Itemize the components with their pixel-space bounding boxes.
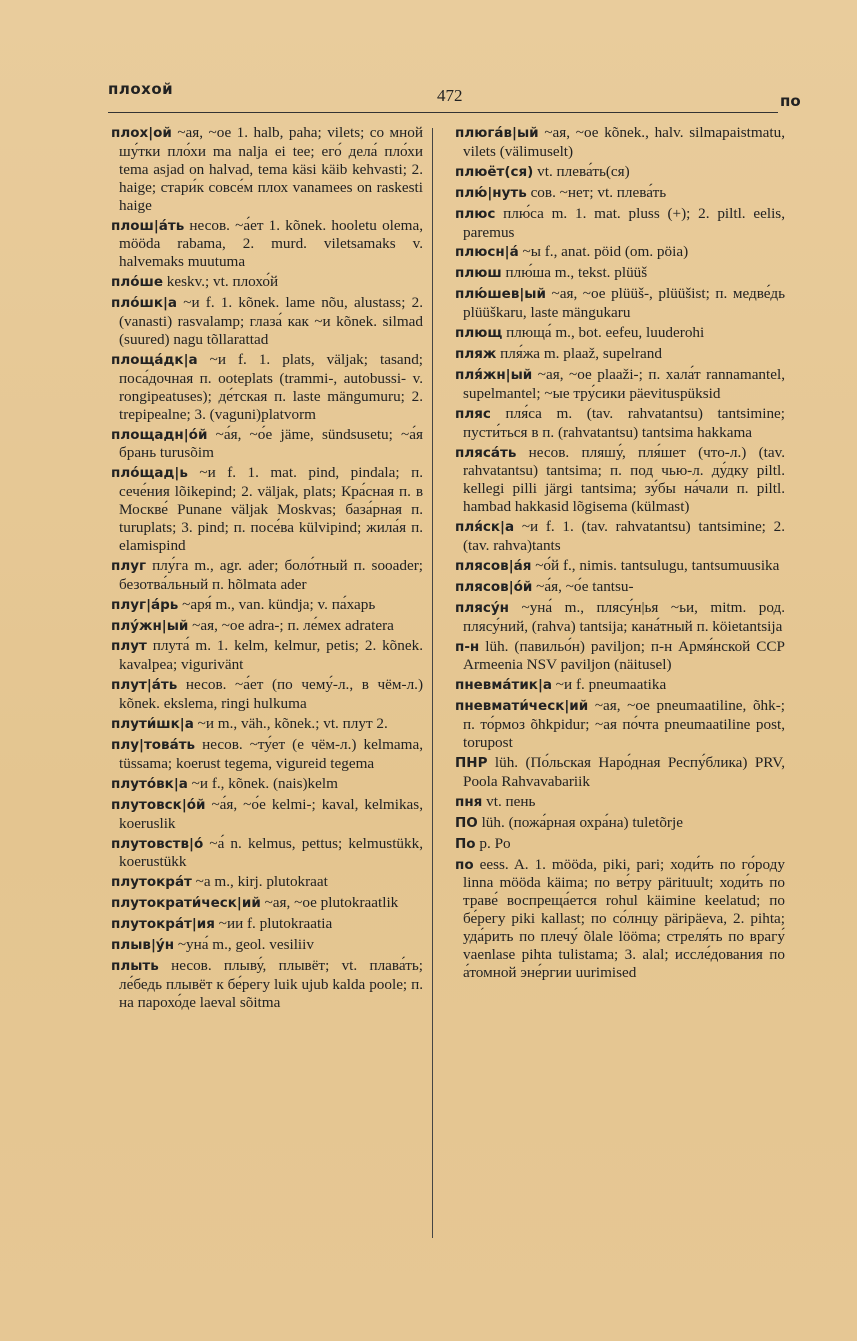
dictionary-entry [111, 736, 423, 773]
dictionary-entry [455, 518, 785, 555]
entry-text: ~и f. 1. (tav. rahvatantsu) tantsimine; 2. (tav. rahva)tants [463, 518, 785, 555]
entry-headword: ПО [455, 814, 478, 831]
entry-headword: пля́ск|а [455, 519, 515, 536]
dictionary-entry [111, 957, 423, 1012]
entry-text: ~а́ n. kelmus, pettus; kelmustükk, koerustükk [119, 834, 424, 871]
entry-headword: плю́|нуть [455, 184, 527, 201]
entry-text: несов. ~а́ет (по чему́-л., в чём-л.) kõnek. ekslema, ringi hulkuma [119, 676, 423, 713]
entry-headword: п-н [455, 638, 480, 655]
dictionary-entry [455, 264, 785, 283]
entry-text: ~ая, ~ое pneumaatiline, õhk-; п. то́рмоз õhkpidur; ~ая по́чта pneumaatiline post, torupost [463, 697, 785, 752]
dictionary-entry [455, 243, 785, 262]
dictionary-entry [455, 793, 785, 812]
entry-text: несов. ~а́ет 1. kõnek. hooletu olema, mööda rabama, 2. murd. viletsamaks v. halvemaks muutuma [119, 216, 423, 271]
dictionary-entry [111, 617, 423, 636]
dictionary-entry [111, 426, 423, 463]
dictionary-entry [111, 217, 423, 272]
entry-text: ~и f. pneumaatika [555, 676, 667, 694]
dictionary-entry [455, 124, 785, 161]
entry-text: lüh. (По́льская Наро́дная Респу́блика) PRV, Poola Rahvavabariik [463, 754, 785, 790]
entry-headword: плут [111, 638, 147, 655]
entry-headword: плош|а́ть [111, 217, 185, 234]
entry-text: р. Po [479, 834, 511, 852]
dictionary-entry [111, 915, 423, 934]
entry-headword: плуг [111, 557, 147, 574]
entry-headword: пло́шк|а [111, 295, 178, 312]
entry-headword: площа́дк|а [111, 351, 198, 368]
entry-text: ~ая, ~ое plutokraatlik [264, 894, 399, 912]
dictionary-entry [455, 856, 785, 982]
entry-headword: плюс [455, 205, 496, 222]
entry-headword: пло́щад|ь [111, 465, 188, 482]
dictionary-entry [111, 464, 423, 555]
dictionary-entry [111, 637, 423, 674]
entry-text: ~и f., kõnek. (nais)kelm [191, 774, 338, 792]
dictionary-entry [455, 835, 785, 854]
dictionary-entry [111, 936, 423, 955]
entry-headword: плюсн|а́ [455, 244, 519, 261]
dictionary-entry [455, 366, 785, 403]
entry-text: eess. A. 1. mööda, piki, pari; ходи́ть по го́роду linna mööda käima; по ве́тру pärituult; ходи́ть по траве́ воспреща́ется rohul käimine keelatud; по бе́регу piki kallast; по со́лнцу päripäeva, 2. pihta; уда́рить по плечу́ õlale lööma; стреля́ть по врагу́ vaenlase pihta tulistama; 3. alal; иссле́дования по а́томной эне́ргии uurimised [463, 855, 786, 981]
entry-headword: плясов|а́я [455, 557, 532, 574]
dictionary-entry [455, 599, 785, 636]
dictionary-entry [111, 775, 423, 794]
entry-headword: пня [455, 793, 483, 810]
entry-headword: плутокра́т [111, 874, 192, 891]
entry-text: ~ая, ~ое kõnek., halv. silmapaistmatu, vilets (välimuselt) [463, 124, 785, 160]
dictionary-entry [111, 124, 423, 215]
entry-headword: плутовств|о́ [111, 835, 204, 852]
dictionary-entry [111, 557, 423, 594]
entry-text: ~и m., väh., kõnek.; vt. плут 2. [197, 715, 388, 733]
entry-text: пля́жа m. plaaž, supelrand [500, 344, 662, 362]
entry-headword: плу́жн|ый [111, 617, 189, 634]
entry-text: сов. ~нет; vt. плева́ть [530, 183, 667, 201]
entry-text: ~аря́ m., van. kündja; v. па́харь [182, 595, 376, 613]
entry-text: ~о́й f., nimis. tantsulugu, tantsumuusika [535, 556, 780, 574]
entry-headword: плутокра́т|ия [111, 916, 215, 933]
entry-text: плю́са m. 1. mat. pluss (+); 2. piltl. eelis, paremus [463, 204, 785, 241]
entry-headword: плутократи́ческ|ий [111, 895, 261, 912]
entry-text: ~а m., kirj. plutokraat [195, 873, 328, 891]
page-number: 472 [437, 86, 463, 105]
entry-headword: плющ [455, 325, 503, 342]
entry-text: ~а́я, ~о́е tantsu- [536, 577, 634, 595]
entry-text: плута́ m. 1. kelm, kelmur, petis; 2. kõnek. kavalpea; vigurivänt [119, 637, 423, 674]
entry-text: пля́са m. (tav. rahvatantsu) tantsimine; пусти́ться в п. (rahvatantsu) tantsima hakkama [463, 404, 786, 441]
entry-headword: плутовск|о́й [111, 796, 206, 813]
entry-text: плюща́ m., bot. eefeu, luuderohi [506, 324, 705, 342]
entry-text: vt. плева́ть(ся) [537, 162, 630, 180]
entry-headword: пневмати́ческ|ий [455, 698, 589, 715]
dictionary-entry [111, 894, 423, 913]
dictionary-entry [455, 638, 785, 675]
entry-text: keskv.; vt. плохо́й [166, 273, 279, 291]
entry-headword: плу|това́ть [111, 737, 196, 753]
dictionary-entry [111, 873, 423, 892]
entry-headword: плясов|о́й [455, 578, 533, 595]
entry-headword: плыв|у́н [111, 937, 175, 954]
dictionary-entry [111, 796, 423, 833]
entry-headword: плут|а́ть [111, 677, 178, 694]
entry-headword: пля́жн|ый [455, 366, 533, 383]
dictionary-entry [455, 163, 785, 182]
entry-headword: плуг|а́рь [111, 596, 179, 613]
right-column [455, 124, 785, 984]
dictionary-entry [111, 676, 423, 713]
entry-headword: плути́шк|а [111, 716, 194, 733]
dictionary-entry [455, 557, 785, 576]
entry-headword: плюёт(ся) [455, 163, 534, 180]
dictionary-entry [111, 273, 423, 292]
entry-headword: пляс [455, 405, 491, 422]
entry-text: плю́ша m., tekst. plüüš [505, 264, 648, 282]
dictionary-entry [455, 676, 785, 695]
entry-text: плу́га m., agr. ader; боло́тный п. sooader; безотва́льный п. hõlmata ader [119, 556, 423, 593]
column-divider [432, 128, 433, 1238]
dictionary-entry [455, 754, 785, 791]
entry-text: ~а́я, ~о́е jäme, sündsusetu; ~а́я брань turusõim [119, 425, 423, 462]
dictionary-entry [455, 697, 785, 752]
entry-text: несов. плыву́, плывёт; vt. плава́ть; ле́бедь плывёт к бе́регу luik ujub kalda poole; п. на парохо́де laeval sõitma [119, 956, 423, 1011]
entry-text: ~ии f. plutokraatia [218, 915, 333, 933]
header-rule [108, 112, 778, 113]
entry-text: ~ая, ~ое 1. halb, paha; vilets; со мной шу́тки пло́хи ma nalja ei tee; его́ дела́ пло́хи tema asjad on halvad, tema käsi käib kehvasti; 2. haige; стари́к совсе́м плох vanamees on raskesti haige [119, 124, 423, 214]
entry-text: ~и f. 1. kõnek. lame nõu, alustass; 2. (vanasti) rasvalamp; глаза́ как ~и kõnek. silmad (suured) nagu tõllarattad [119, 294, 424, 348]
entry-headword: По [455, 835, 476, 852]
dictionary-entry [455, 578, 785, 597]
entry-headword: плюш [455, 265, 502, 282]
entry-headword: пневма́тик|а [455, 677, 552, 694]
running-head-left: плохой [108, 80, 174, 98]
left-column [111, 124, 423, 1014]
entry-text: ~и f. 1. mat. pind, pindala; п. сече́ния lõikepind; 2. väljak, plats; Кра́сная п. в Москве́ Punane väljak Moskvas; база́рная п. turuplats; 3. pind; п. посе́ва külvipind; жила́я п. elamispind [119, 464, 423, 554]
entry-headword: пляса́ть [455, 444, 517, 461]
entry-headword: плюга́в|ый [455, 125, 539, 141]
running-head-right: по [780, 92, 801, 110]
dictionary-entry [111, 596, 423, 615]
entry-headword: плыть [111, 957, 159, 974]
entry-headword: плю́шев|ый [455, 286, 546, 303]
entry-text: vt. пень [486, 792, 536, 810]
dictionary-entry [455, 205, 785, 242]
entry-headword: ПНР [455, 755, 488, 771]
entry-text: несов. ~ту́ет (е чём-л.) kelmama, tüssama; koerust tegema, vigureid tegema [119, 736, 423, 772]
entry-text: ~ая, ~ое plüüš-, plüüšist; п. медве́дь plüüškaru, laste mängukaru [463, 285, 786, 322]
entry-text: несов. пляшу́, пля́шет (что-л.) (tav. rahvatantsu) tantsima; п. под чью-л. ду́дку piltl. kellegi pilli järgi tantsima; зу́бы на́чали п. piltl. hambad hakkasid lõgisema (külmast) [463, 443, 786, 516]
dictionary-entry [455, 324, 785, 343]
entry-text: ~и f. 1. plats, väljak; tasand; поса́дочная п. ooteplats (trammi-, autobussi- v. rongipeatuses); де́тская п. laste mängumuru; 2. trepipealne; 3. (vaguni)platvorm [119, 350, 424, 423]
entry-text: ~уна́ m., geol. vesiliiv [177, 936, 314, 954]
entry-text: ~а́я, ~о́е kelmi-; kaval, kelmikas, koeruslik [119, 795, 423, 832]
entry-text: ~ы f., anat. pöid (om. pöia) [522, 243, 689, 261]
entry-text: ~ая, ~ое adra-; п. ле́мех adratera [192, 616, 394, 634]
entry-headword: плуто́вк|а [111, 775, 188, 792]
dictionary-entry [455, 405, 785, 442]
entry-text: lüh. (павильо́н) paviljon; п-н Армя́нской ССР Armeenia NSV paviljon (näitusel) [463, 637, 785, 674]
dictionary-entry [455, 814, 785, 833]
entry-text: ~уна́ m., плясу́н|ья ~ьи, mitm. род. плясу́ний, (rahva) tantsija; кана́тный п. köietantsija [463, 598, 785, 635]
entry-headword: по [455, 856, 474, 873]
dictionary-entry [455, 285, 785, 322]
dictionary-entry [455, 345, 785, 364]
entry-headword: плох|ой [111, 125, 172, 141]
entry-headword: плясу́н [455, 599, 510, 616]
entry-headword: площадн|о́й [111, 426, 208, 443]
entry-headword: пляж [455, 345, 497, 362]
dictionary-entry [111, 835, 423, 872]
dictionary-entry [111, 294, 423, 349]
entry-text: ~ая, ~ое plaaži-; п. хала́т rannamantel, supelmantel; ~ые тру́сики päevituspüksid [463, 365, 786, 402]
dictionary-entry [455, 444, 785, 517]
dictionary-entry [455, 184, 785, 203]
dictionary-entry [111, 715, 423, 734]
entry-text: lüh. (пожа́рная охра́на) tuletõrje [481, 813, 683, 831]
dictionary-entry [111, 351, 423, 424]
entry-headword: пло́ше [111, 274, 163, 291]
